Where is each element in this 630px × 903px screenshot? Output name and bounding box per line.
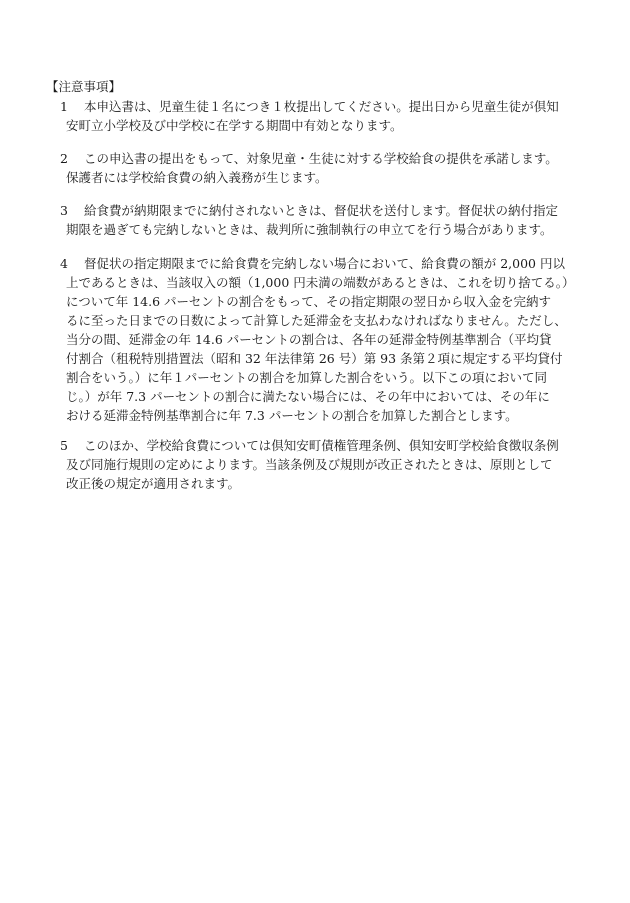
note-text: 本申込書は、児童生徒１名につき１枚提出してください。提出日から児童生徒が倶知: [84, 99, 559, 114]
note-line: [60, 273, 580, 292]
note-line: [60, 406, 580, 425]
note-text: 改正後の規定が適用されます。: [66, 476, 241, 491]
notes-heading: 【注意事項】: [46, 79, 122, 94]
note-text: 給食費が納期限までに納付されないときは、督促状を送付します。督促状の納付指定: [84, 203, 559, 218]
note-number: 4: [60, 256, 68, 271]
note-line: [60, 116, 580, 135]
note-text: について年 14.6 パーセントの割合をもって、その指定期限の翌日から収入金を完納す: [66, 294, 552, 309]
note-line: [60, 97, 580, 116]
note-line: [60, 201, 580, 220]
note-line: [60, 254, 580, 273]
note-5: [60, 436, 580, 493]
note-line: [60, 220, 580, 239]
note-line: [60, 311, 580, 330]
note-text: このほか、学校給食費については倶知安町債権管理条例、倶知安町学校給食徴収条例: [84, 438, 559, 453]
note-line: [60, 368, 580, 387]
note-text: 期限を過ぎても完納しないときは、裁判所に強制執行の申立てを行う場合があります。: [66, 222, 553, 237]
note-3: [60, 201, 580, 239]
note-text: 当分の間、延滞金の年 14.6 パーセントの割合は、各年の延滞金特例基準割合（平均貸: [66, 332, 552, 347]
note-4: [60, 254, 580, 425]
note-text: じ。）が年 7.3 パーセントの割合に満たない場合には、その年中においては、その年に: [66, 389, 550, 404]
note-text: 上であるときは、当該収入の額（1,000 円未満の端数があるときは、これを切り捨てる。）: [66, 275, 575, 290]
note-text: この申込書の提出をもって、対象児童・生徒に対する学校給食の提供を承諾します。: [84, 151, 558, 166]
note-number: 1: [60, 99, 68, 114]
note-text: 及び同施行規則の定めによります。当該条例及び規則が改正されたときは、原則として: [66, 457, 553, 472]
note-text: 安町立小学校及び中学校に在学する期間中有効となります。: [66, 118, 403, 133]
note-text: おける延滞金特例基準割合に年 7.3 パーセントの割合を加算した割合とします。: [66, 408, 518, 423]
note-line: [60, 387, 580, 406]
note-line: [60, 474, 580, 493]
note-line: [60, 292, 580, 311]
note-text: 付割合（租税特別措置法（昭和 32 年法律第 26 号）第 93 条第２項に規定する平均貸付: [66, 351, 563, 366]
note-number: 5: [60, 438, 68, 453]
note-line: [60, 455, 580, 474]
note-line: [60, 149, 580, 168]
note-number: 2: [60, 151, 68, 166]
note-line: [60, 349, 580, 368]
note-text: 割合をいう。）に年１パーセントの割合を加算した割合をいう。以下この項において同: [66, 370, 548, 385]
note-text: るに至った日までの日数によって計算した延滞金を支払わなければなりません。ただし、: [66, 313, 567, 328]
note-text: 保護者には学校給食費の納入義務が生じます。: [66, 170, 328, 185]
note-line: [60, 436, 580, 455]
note-line: [60, 330, 580, 349]
note-text: 督促状の指定期限までに給食費を完納しない場合において、給食費の額が 2,000 円以: [84, 256, 565, 271]
note-1: [60, 97, 580, 135]
note-2: [60, 149, 580, 187]
note-number: 3: [60, 203, 68, 218]
note-line: [60, 168, 580, 187]
